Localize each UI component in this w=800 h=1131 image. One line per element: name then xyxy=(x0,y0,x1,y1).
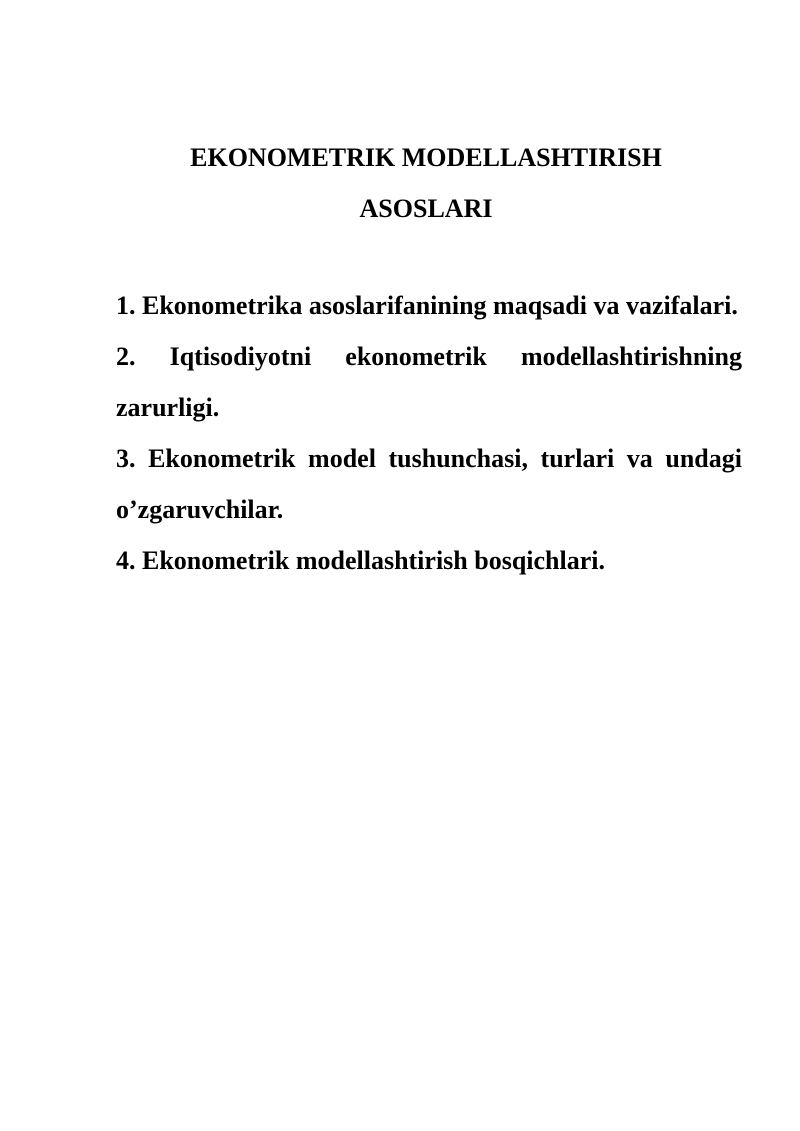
topic-item-3: 3. Ekonometrik model tushunchasi, turlari va undagi o’zgaruvchilar. xyxy=(116,444,742,524)
topics-list xyxy=(116,280,742,586)
topic-item-4: 4. Ekonometrik modellashtirish bosqichlari. xyxy=(116,546,605,575)
topic-item-1: 1. Ekonometrika asoslarifanining maqsadi va vazifalari. xyxy=(116,291,738,320)
title-line-1: EKONOMETRIK MODELLASHTIRISH xyxy=(190,143,662,172)
topic-item-2: 2. Iqtisodiyotni ekonometrik modellashtirishning zarurligi. xyxy=(116,342,742,422)
title-line-2: ASOSLARI xyxy=(359,194,493,223)
document-title xyxy=(116,132,736,234)
